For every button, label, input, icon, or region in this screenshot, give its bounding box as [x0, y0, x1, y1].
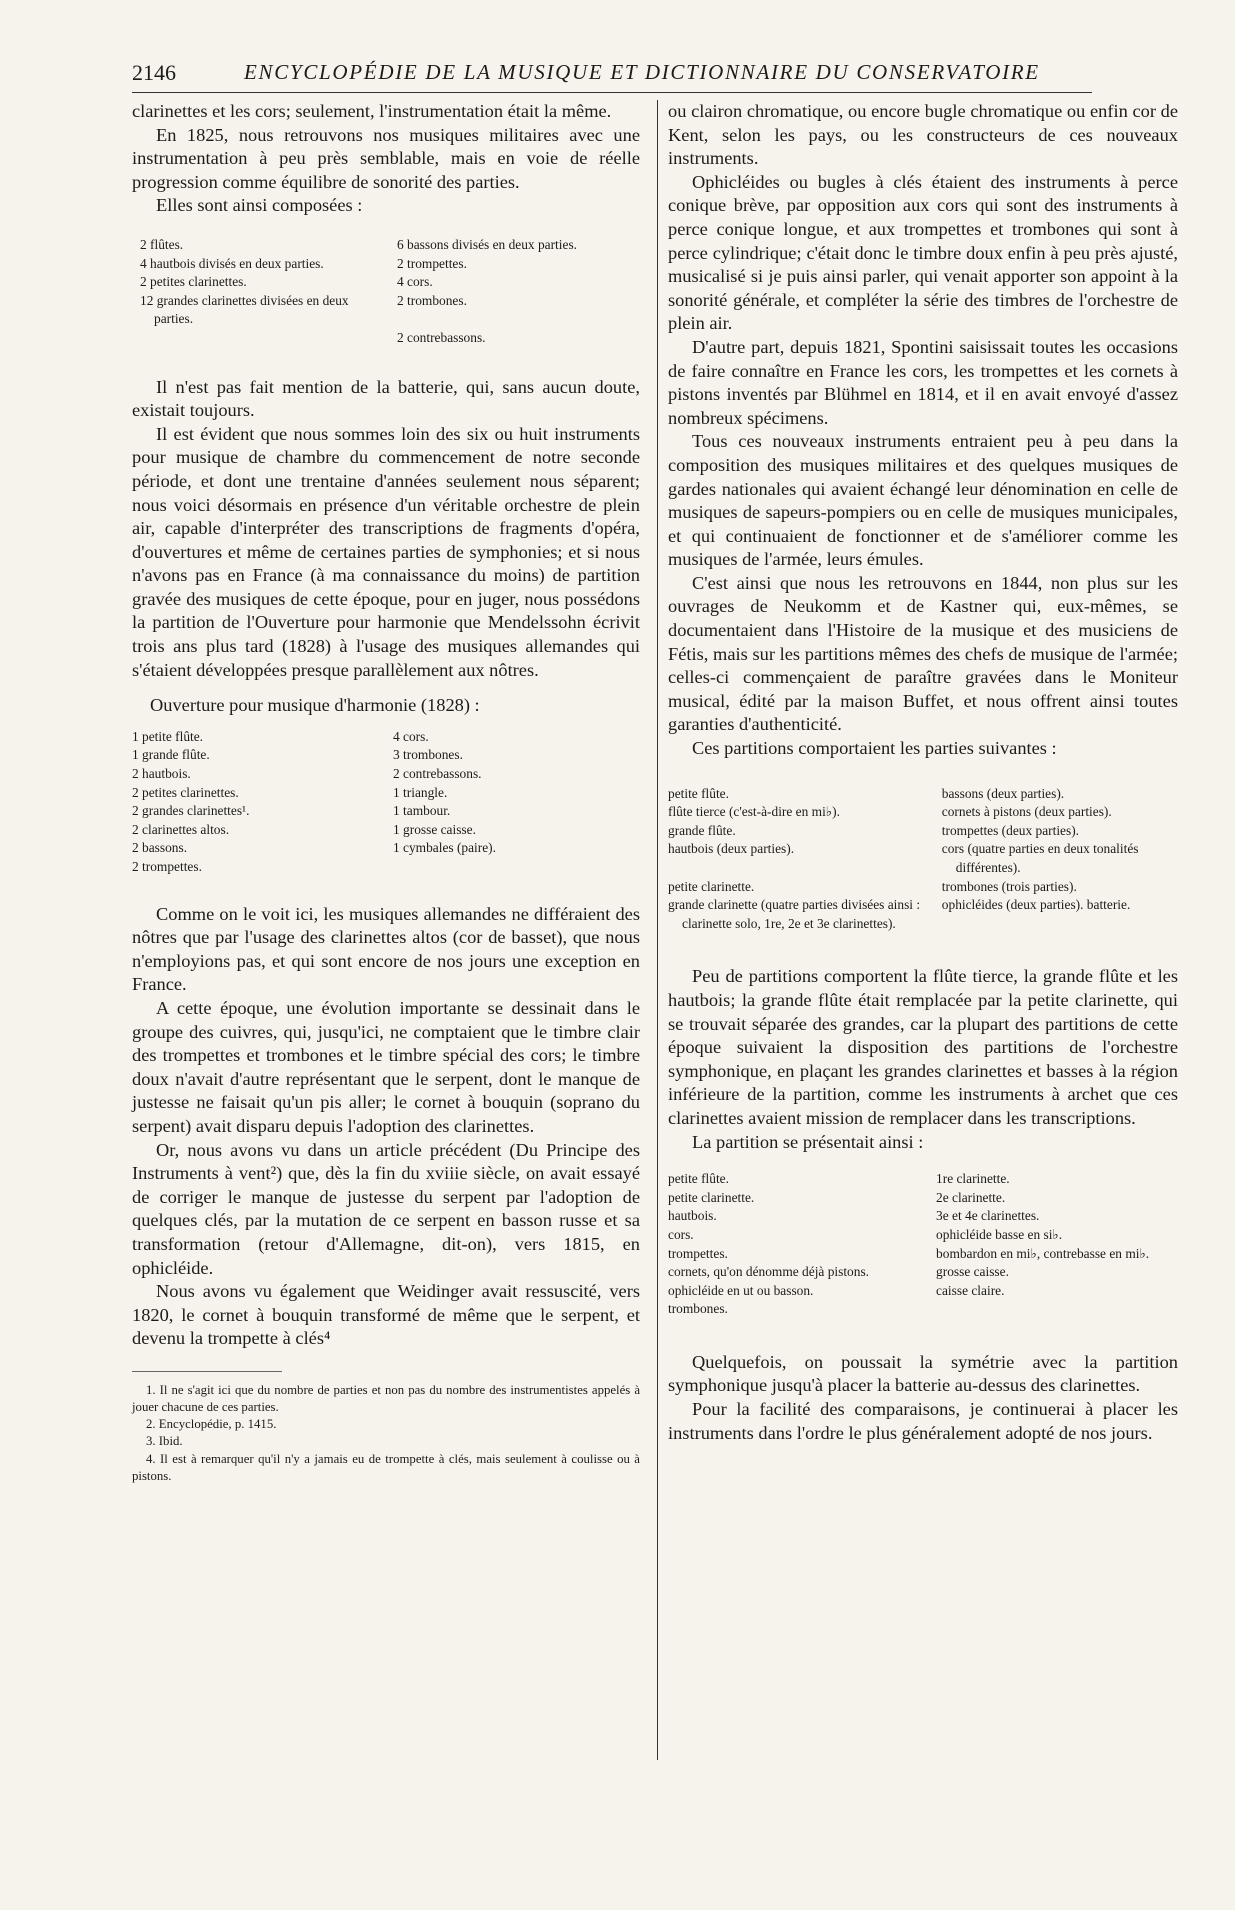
paragraph: Ces partitions comportaient les parties suivantes : — [692, 738, 1057, 759]
list-item: 4 hautbois divisés en deux parties. — [140, 255, 324, 271]
list-item: ophicléide en ut ou basson. — [668, 1282, 814, 1298]
page-number: 2146 — [132, 60, 176, 85]
list-item: 1re clarinette. — [936, 1171, 1010, 1187]
paragraph: ou clairon chromatique, ou encore bugle chromatique ou enfin cor de Kent, selon les pays, ou les constructeurs de ces nouveaux instruments. — [668, 101, 1178, 169]
partition-layout-list — [668, 1170, 1178, 1319]
list-item: 1 cymbales (paire). — [393, 840, 496, 856]
list-item: grande clarinette (quatre parties divisées ainsi : clarinette solo, 1re, 2e et 3e clarinettes). — [668, 897, 921, 931]
list-item: trombones. — [668, 1301, 728, 1317]
list-item: trompettes (deux parties). — [941, 822, 1080, 838]
paragraph: Or, nous avons vu dans un article précédent (Du Principe des Instruments à vent²) que, dès la fin du xviiie siècle, on avait essayé de corriger le manque de justesse du serpent par l'adoption de quelques clés, par la mutation de ce serpent en basson russe et sa transformation (retour d'Allemagne, dit-on), vers 1815, en ophicléide. — [132, 1139, 640, 1278]
list-item: 2 petites clarinettes. — [140, 274, 247, 290]
running-title: ENCYCLOPÉDIE DE LA MUSIQUE ET DICTIONNAIRE DU CONSERVATOIRE — [244, 60, 1040, 84]
instrument-list-1828 — [132, 728, 640, 877]
list-item: petite clarinette. — [668, 1189, 755, 1205]
section-subtitle: Ouverture pour musique d'harmonie (1828) : — [150, 695, 480, 716]
instrument-list-1825 — [140, 236, 640, 348]
list-item: 2 flûtes. — [140, 236, 184, 252]
list-item: flûte tierce (c'est-à-dire en mi♭). — [668, 804, 840, 820]
list-item: 1 grande flûte. — [132, 747, 210, 763]
paragraph: Ophicléides ou bugles à clés étaient des instruments à perce conique brève, par opposition aux cors qui sont des instruments à perce conique longue, et aux trompettes et trombones qui sont à perce cylindrique; c'était donc le timbre doux enfin à peu près ajusté, musicalisé si je puis ainsi parler, qui venait apporter son appoint à la sonorité générale, et compléter la série des timbres de l'orchestre de plein air. — [668, 171, 1178, 334]
paragraph: Quelquefois, on poussait la symétrie avec la partition symphonique jusqu'à placer la batterie au-dessus des clarinettes. — [668, 1351, 1178, 1396]
list-item: grosse caisse. — [936, 1264, 1009, 1280]
list-item: hautbois (deux parties). — [668, 841, 795, 857]
paragraph: Nous avons vu également que Weidinger avait ressuscité, vers 1820, le cornet à bouquin transformé de même que le serpent, et devenu la trompette à clés⁴ — [132, 1281, 640, 1349]
list-item: 2 bassons. — [132, 840, 188, 856]
list-item: petite flûte. — [668, 1171, 729, 1187]
paragraph: Peu de partitions comportent la flûte tierce, la grande flûte et les hautbois; la grande flûte était remplacée par la petite clarinette, qui se trouvait séparée des grandes, car la plupart des partitions de cette époque suivaient la disposition des partitions de l'orchestre symphonique, en plaçant les grandes clarinettes et basses à la région inférieure de la partition, comme les instruments à archet que ces clarinettes avaient mission de remplacer dans les transcriptions. — [668, 966, 1178, 1128]
list-item: cornets à pistons (deux parties). — [941, 804, 1112, 820]
list-item: 2 hautbois. — [132, 766, 191, 782]
list-item: 2 clarinettes altos. — [132, 821, 230, 837]
paragraph: La partition se présentait ainsi : — [692, 1131, 924, 1152]
footnote: 3. Ibid. — [146, 1434, 183, 1449]
list-item: 1 grosse caisse. — [393, 821, 476, 837]
list-item: petite flûte. — [668, 785, 729, 801]
list-item: ophicléide basse en si♭. — [936, 1226, 1063, 1242]
footnote: 1. Il ne s'agit ici que du nombre de parties et non pas du nombre des instrumentistes appelés à jouer chacune de ces parties. — [132, 1382, 640, 1415]
header-rule — [132, 92, 1092, 93]
list-item: 2 petites clarinettes. — [132, 784, 239, 800]
list-item: 2 contrebassons. — [393, 766, 482, 782]
list-item: 2e clarinette. — [936, 1189, 1006, 1205]
paragraph: D'autre part, depuis 1821, Spontini saisissait toutes les occasions de faire connaître en France les cors, les trompettes et les cornets à pistons inventés par Blühmel en 1814, et il en avait envoyé d'assez nombreux spécimens. — [668, 336, 1178, 428]
list-item: trombones (trois parties). — [941, 878, 1077, 894]
paragraph: Elles sont ainsi composées : — [156, 195, 363, 216]
list-item: 2 trompettes. — [397, 255, 467, 271]
page-header — [132, 60, 1092, 94]
list-item: 2 grandes clarinettes¹. — [132, 803, 250, 819]
list-item: 4 cors. — [393, 728, 429, 744]
list-item: 12 grandes clarinettes divisées en deux parties. — [140, 292, 349, 327]
list-item: caisse claire. — [936, 1282, 1005, 1298]
list-item: 1 tambour. — [393, 803, 451, 819]
paragraph: C'est ainsi que nous les retrouvons en 1844, non plus sur les ouvrages de Neukomm et de Kastner qui, eux-mêmes, se documentaient dans l'Histoire de la musique et des musiciens de Fétis, mais sur les partitions mêmes des chefs de musique de l'armée; celles-ci commençaient de paraître gravées dans le Moniteur musical, édité par la maison Buffet, et nous offrent ainsi toutes garanties d'authenticité. — [668, 572, 1178, 735]
list-item: 2 trompettes. — [132, 859, 202, 874]
list-item: grande flûte. — [668, 822, 736, 838]
list-item: ophicléides (deux parties). batterie. — [941, 897, 1131, 913]
list-item: 6 bassons divisés en deux parties. — [397, 236, 578, 252]
list-item: 1 triangle. — [393, 784, 448, 800]
paragraph: Il n'est pas fait mention de la batterie, qui, sans aucun doute, existait toujours. — [132, 376, 640, 421]
paragraph: clarinettes et les cors; seulement, l'instrumentation était la même. — [132, 101, 612, 121]
list-item: 3e et 4e clarinettes. — [936, 1208, 1040, 1224]
paragraph: En 1825, nous retrouvons nos musiques militaires avec une instrumentation à peu près semblable, mais en voie de réelle progression comme équilibre de sonorité des parties. — [132, 124, 640, 192]
list-item — [140, 329, 383, 348]
list-item: 2 trombones. — [397, 292, 467, 308]
left-column — [132, 100, 640, 1485]
paragraph: A cette époque, une évolution importante se dessinait dans le groupe des cuivres, qui, jusqu'ici, ne comptaient que le timbre clair des trompettes et trombones et le timbre spécial des cors; le timbre doux n'avait d'autre représentant que le serpent, dont le manque de justesse ne faisait qu'un pis aller; le cornet à bouquin (soprano du serpent) avait disparu depuis l'adoption des clarinettes. — [132, 997, 640, 1136]
paragraph: Pour la facilité des comparaisons, je continuerai à placer les instruments dans l'ordre le plus généralement adopté de nos jours. — [668, 1399, 1178, 1443]
paragraph: Comme on le voit ici, les musiques allemandes ne différaient des nôtres que par l'usage des clarinettes altos (cor de basset), que nous n'employions pas, et qui sont encore de nos jours une exception en France. — [132, 903, 640, 995]
list-item: 4 cors. — [397, 274, 433, 290]
paragraph: Tous ces nouveaux instruments entraient peu à peu dans la composition des musiques militaires et des quelques musiques de gardes nationales qui avaient échangé leur dénomination en celle de musiques de sapeurs-pompiers ou en celle de musiques municipales, et qui continuaient de fonctionner et de s'améliorer comme les musiques de l'armée, leurs émules. — [668, 431, 1178, 570]
list-item: 1 petite flûte. — [132, 728, 204, 744]
list-item: 2 contrebassons. — [397, 329, 486, 345]
right-column — [668, 100, 1178, 1445]
list-item — [393, 858, 640, 877]
paragraph: Il est évident que nous sommes loin des six ou huit instruments pour musique de chambre du commencement de notre seconde période, et dont une trentaine d'années seulement nous séparent; nous voici désormais en présence d'un véritable orchestre de plein air, capable d'interpréter des transcriptions de fragments d'opéra, d'ouvertures et même de certaines parties de symphonies; et si nous n'avons pas en France (à ma connaissance du moins) de partition gravée des musiques de cette époque, pour en juger, nous possédons la partition de l'Ouverture pour harmonie que Mendelssohn écrivit trois ans plus tard (1828) à l'usage des musiques allemandes qui s'étaient développées presque parallèlement aux nôtres. — [132, 423, 640, 680]
list-item — [936, 1300, 1178, 1319]
list-item: cors (quatre parties en deux tonalités différentes). — [941, 841, 1139, 875]
list-item: 3 trombones. — [393, 747, 463, 763]
list-item: petite clarinette. — [668, 878, 755, 894]
instrument-list-1844 — [668, 785, 1178, 934]
footnote-rule — [132, 1371, 282, 1372]
list-item: bombardon en mi♭, contrebasse en mi♭. — [936, 1245, 1150, 1261]
footnote: 4. Il est à remarquer qu'il n'y a jamais eu de trompette à clés, mais seulement à coulisse ou à pistons. — [132, 1451, 640, 1483]
column-divider — [657, 100, 658, 1760]
list-item: trompettes. — [668, 1245, 728, 1261]
footnote: 2. Encyclopédie, p. 1415. — [146, 1417, 277, 1432]
list-item: cors. — [668, 1226, 694, 1242]
footnotes — [132, 1382, 640, 1485]
list-item: hautbois. — [668, 1208, 717, 1224]
list-item: cornets, qu'on dénomme déjà pistons. — [668, 1264, 870, 1280]
list-item: bassons (deux parties). — [941, 785, 1065, 801]
